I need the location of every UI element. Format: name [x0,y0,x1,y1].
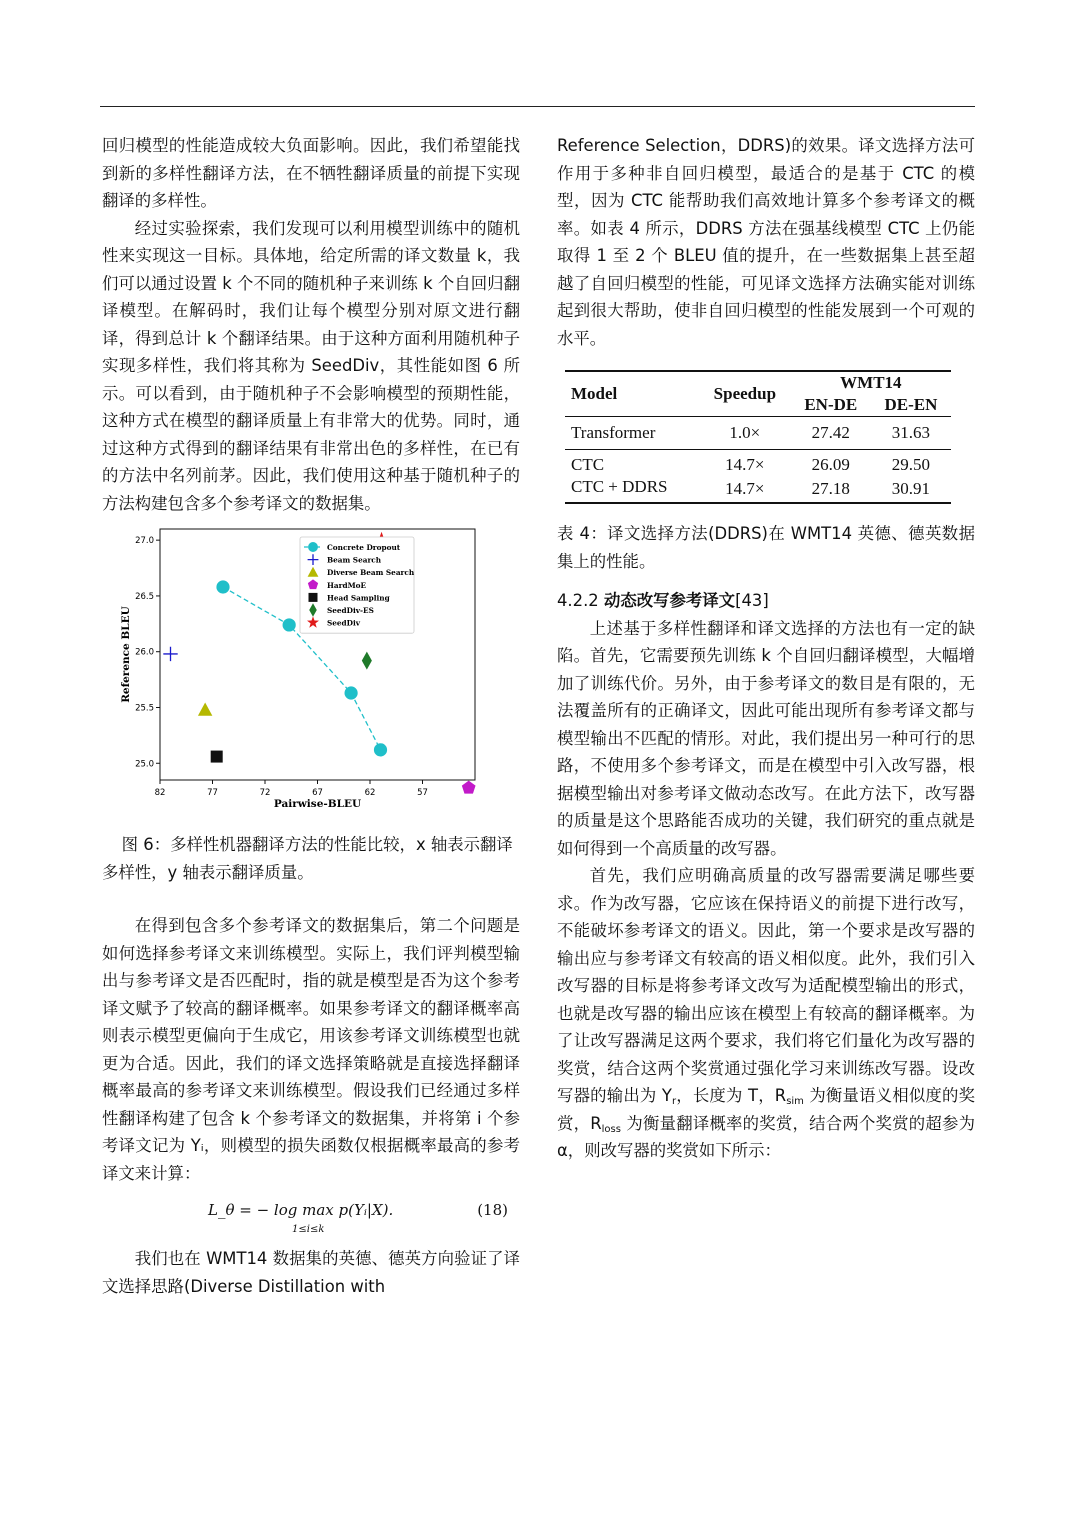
legend-label-diverse-beam-search: Diverse Beam Search [327,568,415,578]
x-tick-label: 62 [364,788,376,798]
table-cell: CTC [565,450,699,477]
y-tick-label: 26.0 [135,647,154,658]
x-tick-label: 67 [312,788,323,798]
results-table [565,370,951,504]
right-column [557,132,975,1165]
section-heading [557,587,975,615]
text-run: 为衡量语义相似度的奖赏，R [557,1086,975,1133]
legend-marker-head-sampling [309,593,318,602]
table-cell: Transformer [565,417,699,450]
y-tick-label: 25.5 [135,703,154,714]
concrete-dropout-point [283,618,296,631]
y-tick-label: 27.0 [135,536,154,547]
paragraph: 上述基于多样性翻译和译文选择的方法也有一定的缺陷。首先，它需要预先训练 k 个自回归翻译模型，大幅增加了训练代价。另外，由于参考译文的数目是有限的，无法覆盖所有的正确译文，因此可能出现所有参考译文都与模型输出不匹配的情形。对此，我们提出另一种可行的思路，不使用多个参考译文，而是在模型中引入改写器，根据模型输出对参考译文做动态改写。在此方法下，改写器的质量是这个思路能否成功的关键，我们研究的重点就是如何得到一个高质量的改写器。 [557,618,975,858]
paragraph: 经过实验探索，我们发现可以利用模型训练中的随机性来实现这一目标。具体地，给定所需的译文数量 k，我们可以通过设置 k 个不同的随机种子来训练 k 个自回归翻译模型。在解码时，我们让每个模型分别对原文进行翻译，得到总计 k 个翻译结果。由于这种方面利用随机种子实现多样性，我们将其称为 SeedDiv，其性能如图 6 所示。可以看到，由于随机种子不会影响模型的预期性能，这种方式在模型的翻译质量上有非常大的优势。同时，通过这种方式得到的翻译结果有非常出色的多样性，在已有的方法中名列前茅。因此，我们使用这种基于随机种子的方法构建包含多个参考译文的数据集。 [102,218,520,513]
paragraph [557,862,975,1165]
table-header-group: WMT14 [791,371,951,394]
table-header-speedup: Speedup [699,371,791,417]
seeddiv-es-point [362,652,372,670]
equation-subscript: 1≤i≤k [292,1224,325,1235]
figure-caption: 图 6：多样性机器翻译方法的性能比较，x 轴表示翻译多样性，y 轴表示翻译质量。 [102,835,513,882]
x-tick-label: 57 [417,788,428,798]
left-column [102,132,520,1300]
concrete-dropout-point [216,580,229,593]
table-row [565,417,951,450]
diverse-beam-search-point [198,703,212,716]
paragraph: 在得到包含多个参考译文的数据集后，第二个问题是如何选择参考译文来训练模型。实际上，我们评判模型输出与参考译文是否匹配时，指的就是模型是否为这个参考译文赋予了较高的翻译概率。如果参考译文的翻译概率高则表示模型更偏向于生成它，用该参考译文训练模型也就更为合适。因此，我们的译文选择策略就是直接选择翻译概率最高的参考译文来训练模型。假设我们已经通过多样性翻译构建了包含 k 个参考译文的数据集，并将第 i 个参考译文记为 Yᵢ，则模型的损失函数仅根据概率最高的参考译文来计算： [102,916,520,1183]
legend-label-hardmoe: HardMoE [327,580,367,590]
y-tick-label: 25.0 [135,759,154,770]
table-cell: 26.09 [791,450,871,477]
section-citation: [43] [735,591,769,610]
table-cell: 14.7× [699,476,791,503]
table-cell: 29.50 [871,450,951,477]
equation-18 [102,1193,520,1241]
equation-number: (18) [477,1201,508,1219]
text-run: ，长度为 T，R [676,1086,787,1105]
table-cell: 27.18 [791,476,871,503]
legend-label-seeddiv: SeedDiv [327,618,360,628]
paragraph: 我们也在 WMT14 数据集的英德、德英方向验证了译文选择思路(Diverse Distillation with [102,1249,520,1296]
y-axis-label: Reference BLEU [120,606,132,703]
paragraph: Reference Selection，DDRS)的效果。译文选择方法可作用于多种非自回归模型，最适合的是基于 CTC 的模型，因为 CTC 能帮助我们高效地计算多个参考译文的概率。如表 4 所示，DDRS 方法在强基线模型 CTC 上仍能取得 1 至 2 个 BLEU 值的提升，在一些数据集上甚至超越了自回归模型的性能，可见译文选择方法确实能对训练起到很大帮助，使非自回归模型的性能发展到一个可观的水平。 [557,136,975,348]
figure-6 [102,523,520,823]
table-cell: 27.42 [791,417,871,450]
x-axis-label: Pairwise-BLEU [273,798,362,810]
x-tick-label: 82 [154,788,166,798]
hardmoe-point [462,781,476,794]
table-header-ende: EN-DE [804,395,858,414]
table-cell: CTC + DDRS [565,476,699,503]
legend-label-beam-search: Beam Search [327,555,382,565]
table-cell: 14.7× [699,450,791,477]
text-run: 为衡量翻译概率的奖赏，结合两个奖赏的超参为α，则改写器的奖赏如下所示： [557,1113,976,1160]
subscript: loss [601,1123,621,1135]
beam-search-point [163,647,177,661]
table-row [565,450,951,477]
table-cell: 31.63 [871,417,951,450]
concrete-dropout-point [345,686,358,699]
legend-label-concrete-dropout: Concrete Dropout [327,543,401,552]
table-header-model: Model [565,371,699,417]
legend-label-seeddiv-es: SeedDiv-ES [327,606,374,615]
paragraph: 回归模型的性能造成较大负面影响。因此，我们希望能找到新的多样性翻译方法，在不牺牲翻译质量的前提下实现翻译的多样性。 [102,136,520,210]
subscript: r [671,1096,677,1107]
equation-body: L_θ = − log max p(Yᵢ|X). [208,1201,394,1219]
header-rule [100,106,975,107]
x-tick-label: 77 [207,788,218,798]
text-run: 首先，我们应明确高质量的改写器需要满足哪些要求。作为改写器，它应该在保持语义的前提下进行改写，不能破坏参考译文的语义。因此，第一个要求是改写器的输出应与参考译文有较高的语义相似度。此外，我们引入改写器的目标是将参考译文改写为适配模型输出的形式，也就是改写器的输出应该在模型上有较高的翻译概率。为了让改写器满足这两个要求，我们将它们量化为改写器的奖赏，结合这两个奖赏通过强化学习来训练改写器。设改写器的输出为 Y [557,866,975,1105]
concrete-dropout-point [374,743,387,756]
table-cell: 30.91 [871,476,951,503]
legend-marker-concrete-dropout [308,542,318,552]
table-header-deen: DE-EN [884,395,938,414]
legend-label-head-sampling: Head Sampling [327,593,390,603]
x-tick-label: 72 [259,788,271,798]
table-cell: 1.0× [699,417,791,450]
scatter-chart [102,523,520,823]
table-caption: 表 4：译文选择方法(DDRS)在 WMT14 英德、德英数据集上的性能。 [557,524,975,571]
table-row [565,476,951,503]
head-sampling-point [211,751,223,763]
section-title: 动态改写参考译文 [603,591,736,610]
y-tick-label: 26.5 [135,591,154,602]
subscript: sim [786,1096,804,1107]
section-number: 4.2.2 [557,591,599,610]
